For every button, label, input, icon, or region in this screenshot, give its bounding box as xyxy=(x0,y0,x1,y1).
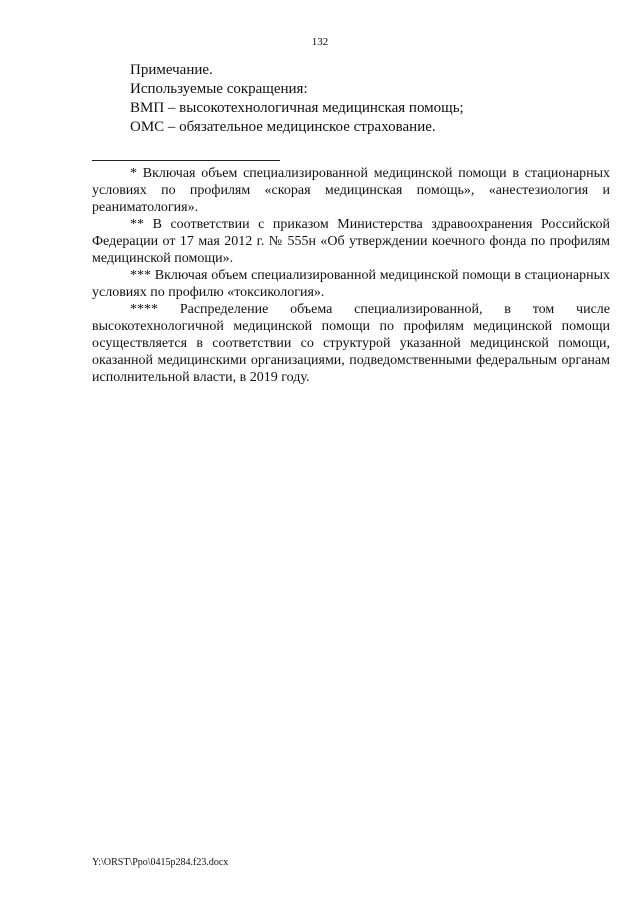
abbreviation-oms: ОМС – обязательное медицинское страхование. xyxy=(130,119,436,135)
note-heading: Примечание. xyxy=(130,62,213,78)
abbreviation-vmp: ВМП – высокотехнологичная медицинская помощь; xyxy=(130,100,464,116)
footnote-2: ** В соответствии с приказом Министерства здравоохранения Российской Федерации от 17 мая 2012 г. № 555н «Об утверждении коечного фонда по профилям медицинской помощи». xyxy=(92,217,610,266)
abbreviations-title: Используемые сокращения: xyxy=(130,81,308,97)
note-block xyxy=(130,61,600,137)
footnote-4: **** Распределение объема специализированной, в том числе высокотехнологичной медицинской помощи по профилям медицинской помощи осуществляется в соответствии со структурой указанной медицинской помощи, оказанной медицинскими организациями, подведомственными федеральным органам исполнительной власти, в 2019 году. xyxy=(92,302,610,385)
page-number: 132 xyxy=(311,36,329,48)
footnotes xyxy=(92,165,610,386)
footnote-separator xyxy=(92,160,280,161)
footnote-3: *** Включая объем специализированной медицинской помощи в стационарных условиях по профилю «токсикология». xyxy=(92,268,610,300)
footer-file-path: Y:\ORST\Ppo\0415p284.f23.docx xyxy=(92,857,229,868)
footnote-1: * Включая объем специализированной медицинской помощи в стационарных условиях по профилям «скорая медицинская помощь», «анестезиология и реаниматология». xyxy=(92,166,610,215)
